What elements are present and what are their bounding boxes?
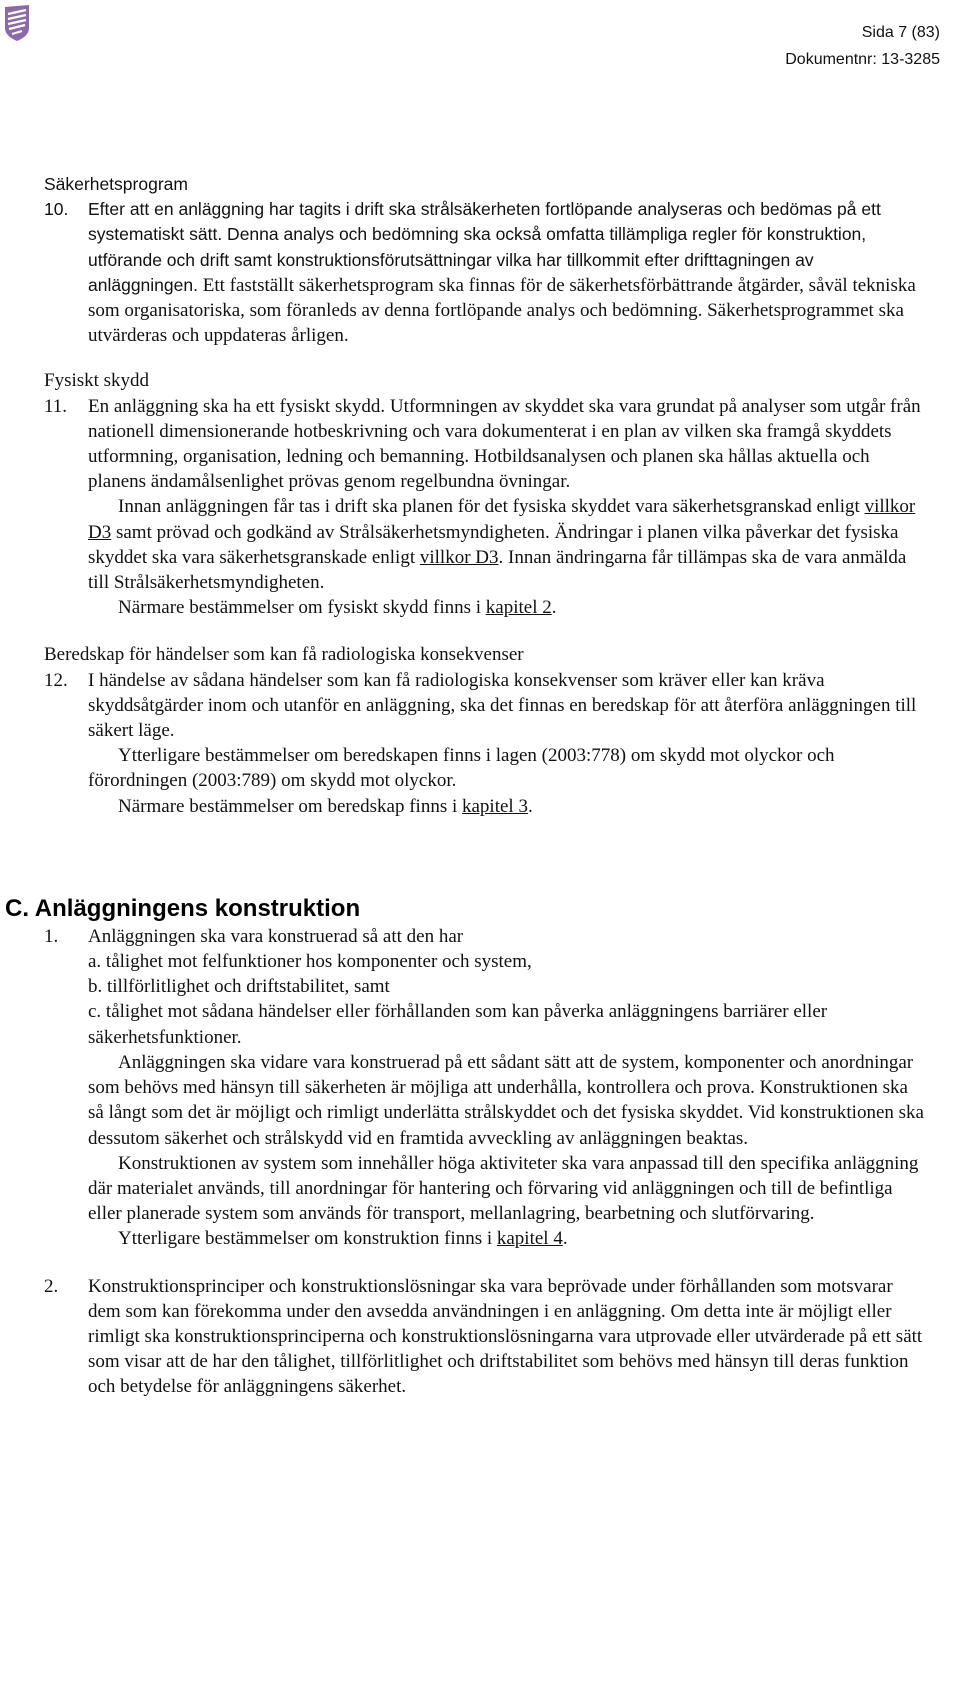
link-kapitel-3[interactable]: kapitel 3 [462, 795, 528, 817]
paragraph-text [88, 494, 928, 595]
paragraph-text: Anläggningen ska vidare vara konstruerad på ett sådant sätt att de system, komponenter och anordningar som behövs med hänsyn till säkerheten är möjliga att underhålla, kontrollera och prova. Konstruktionen ska så långt som det är möjligt och rimligt underlätta strålskyddet och det fysiska skyddet. Vid konstruktionen ska dessutom säkerhet och strålskydd vid en framtida avveckling av anläggningen beaktas. [88, 1051, 924, 1149]
link-villkor-d3[interactable]: villkor D3 [88, 496, 916, 543]
section-title-c: C. Anläggningens konstruktion [5, 894, 361, 922]
paragraph-text: Konstruktionsprinciper och konstruktionslösningar ska vara beprövade under förhållanden som motsvarar dem som kan förekomma under den avsedda användningen i en anläggning. Om detta inte är möjligt eller rimligt ska konstruktionsprinciperna och konstruktionslösningarna vara utprovade eller utvärderade på ett sätt som visar att de har den tålighet, tillförlitlighet och driftstabilitet som behövs med hänsyn till deras funktion och betydelse för anläggningens säkerhet. [88, 1275, 923, 1398]
paragraph-text-serif: Ett fastställt säkerhetsprogram ska finnas för de säkerhetsförbättrande åtgärder, såväl tekniska som organisatoriska, som föranleds av denna fortlöpande analys och bedömning. Säkerhetsprogrammet ska utvärderas och uppdateras årligen. [88, 274, 916, 347]
link-kapitel-4[interactable]: kapitel 4 [496, 1228, 563, 1250]
section-heading-fysiskt-skydd: Fysiskt skydd [44, 370, 150, 392]
text-span: . [527, 795, 533, 817]
list-item-b: b. tillförlitlighet och driftstabilitet, samt [88, 976, 390, 998]
paragraph-c1 [0, 924, 928, 1252]
paragraph-number: 1. [44, 925, 59, 947]
paragraph-text [88, 794, 928, 819]
list-item-a: a. tålighet mot felfunktioner hos komponenter och system, [88, 951, 532, 973]
paragraph-c2 [0, 1274, 928, 1400]
section-heading-beredskap: Beredskap för händelser som kan få radiologiska konsekvenser [44, 644, 524, 666]
paragraph-11 [0, 394, 928, 621]
paragraph-number: 10. [44, 199, 69, 220]
document-body [0, 172, 960, 1400]
page-number: Sida 7 (83) [861, 24, 940, 41]
text-span: samt prövad och godkänd av Strålsäkerhetsmyndigheten. Ändringar i planen vilka påverkar det fysiska skyddet ska vara säkerhetsgranskade enligt [88, 521, 899, 568]
spacer [0, 819, 960, 894]
paragraph-text: Konstruktionen av system som innehåller höga aktiviteter ska vara anpassad till den specifika anläggning där materialet används, till anordningar för hantering och förvaring vid anläggningen och till de befintliga eller planerade system som används för transport, mellanlagring, bearbetning och slutförvaring. [88, 1152, 919, 1225]
link-villkor-d3[interactable]: villkor D3 [419, 546, 499, 568]
text-span: Närmare bestämmelser om beredskap finns i [118, 795, 462, 817]
paragraph-number: 12. [44, 669, 68, 691]
spacer [0, 348, 960, 368]
spacer [0, 620, 960, 642]
text-span: . Innan ändringarna får tillämpas ska de vara anmälda till Strålsäkerhetsmyndigheten. [88, 546, 907, 594]
text-span: Ytterligare bestämmelser om konstruktion finns i [118, 1228, 497, 1250]
link-kapitel-2[interactable]: kapitel 2 [485, 597, 552, 619]
text-span: Innan anläggningen får tas i drift ska planen för det fysiska skyddet vara säkerhetsgranskad enligt [118, 496, 865, 518]
paragraph-text: I händelse av sådana händelser som kan få radiologiska konsekvenser som kräver eller kan kräva skyddsåtgärder inom och utanför en anläggning, ska det finnas en beredskap för att återföra anläggningen till säkert läge. [88, 669, 917, 742]
section-heading-sakerhetsprogram: Säkerhetsprogram [44, 174, 188, 194]
spacer [0, 1252, 960, 1274]
text-span: Närmare bestämmelser om fysiskt skydd finns i [118, 597, 486, 619]
list-item-c: c. tålighet mot sådana händelser eller förhållanden som kan påverka anläggningens barriärer eller säkerhetsfunktioner. [88, 1001, 828, 1048]
paragraph-number: 11. [44, 395, 68, 417]
authority-logo-icon [4, 4, 30, 42]
text-span: . [551, 597, 557, 619]
paragraph-text: Ytterligare bestämmelser om beredskapen finns i lagen (2003:778) om skydd mot olyckor och förordningen (2003:789) om skydd mot olyckor. [88, 745, 835, 792]
paragraph-text [88, 1226, 928, 1251]
paragraph-text [88, 197, 928, 348]
paragraph-text: Anläggningen ska vara konstruerad så att den har [88, 925, 464, 947]
document-number: Dokumentnr: 13-3285 [785, 51, 940, 68]
paragraph-text: En anläggning ska ha ett fysiskt skydd. Utformningen av skyddet ska vara grundat på analyser som utgår från nationell dimensionerande hotbeskrivning och vara dokumenterat i en plan av vilken ska framgå skyddets utformning, organisation, ledning och bemanning. Hotbildsanalysen och planen ska hållas aktuella och planens ändamålsenlighet prövas genom regelbundna övningar. [88, 395, 921, 493]
paragraph-text-sans: Efter att en anläggning har tagits i drift ska strålsäkerheten fortlöpande analyseras och bedömas på ett systematiskt sätt. Denna analys och bedömning ska också omfatta tillämpliga regler för konstruktion, utförande och drift samt konstruktionsförutsättningar vilka har tillkommit efter drifttagningen av anläggningen. [88, 199, 881, 295]
paragraph-12 [0, 668, 928, 819]
text-span: . [562, 1228, 568, 1250]
paragraph-number: 2. [44, 1275, 59, 1297]
paragraph-text [88, 595, 928, 620]
paragraph-10 [0, 197, 928, 348]
